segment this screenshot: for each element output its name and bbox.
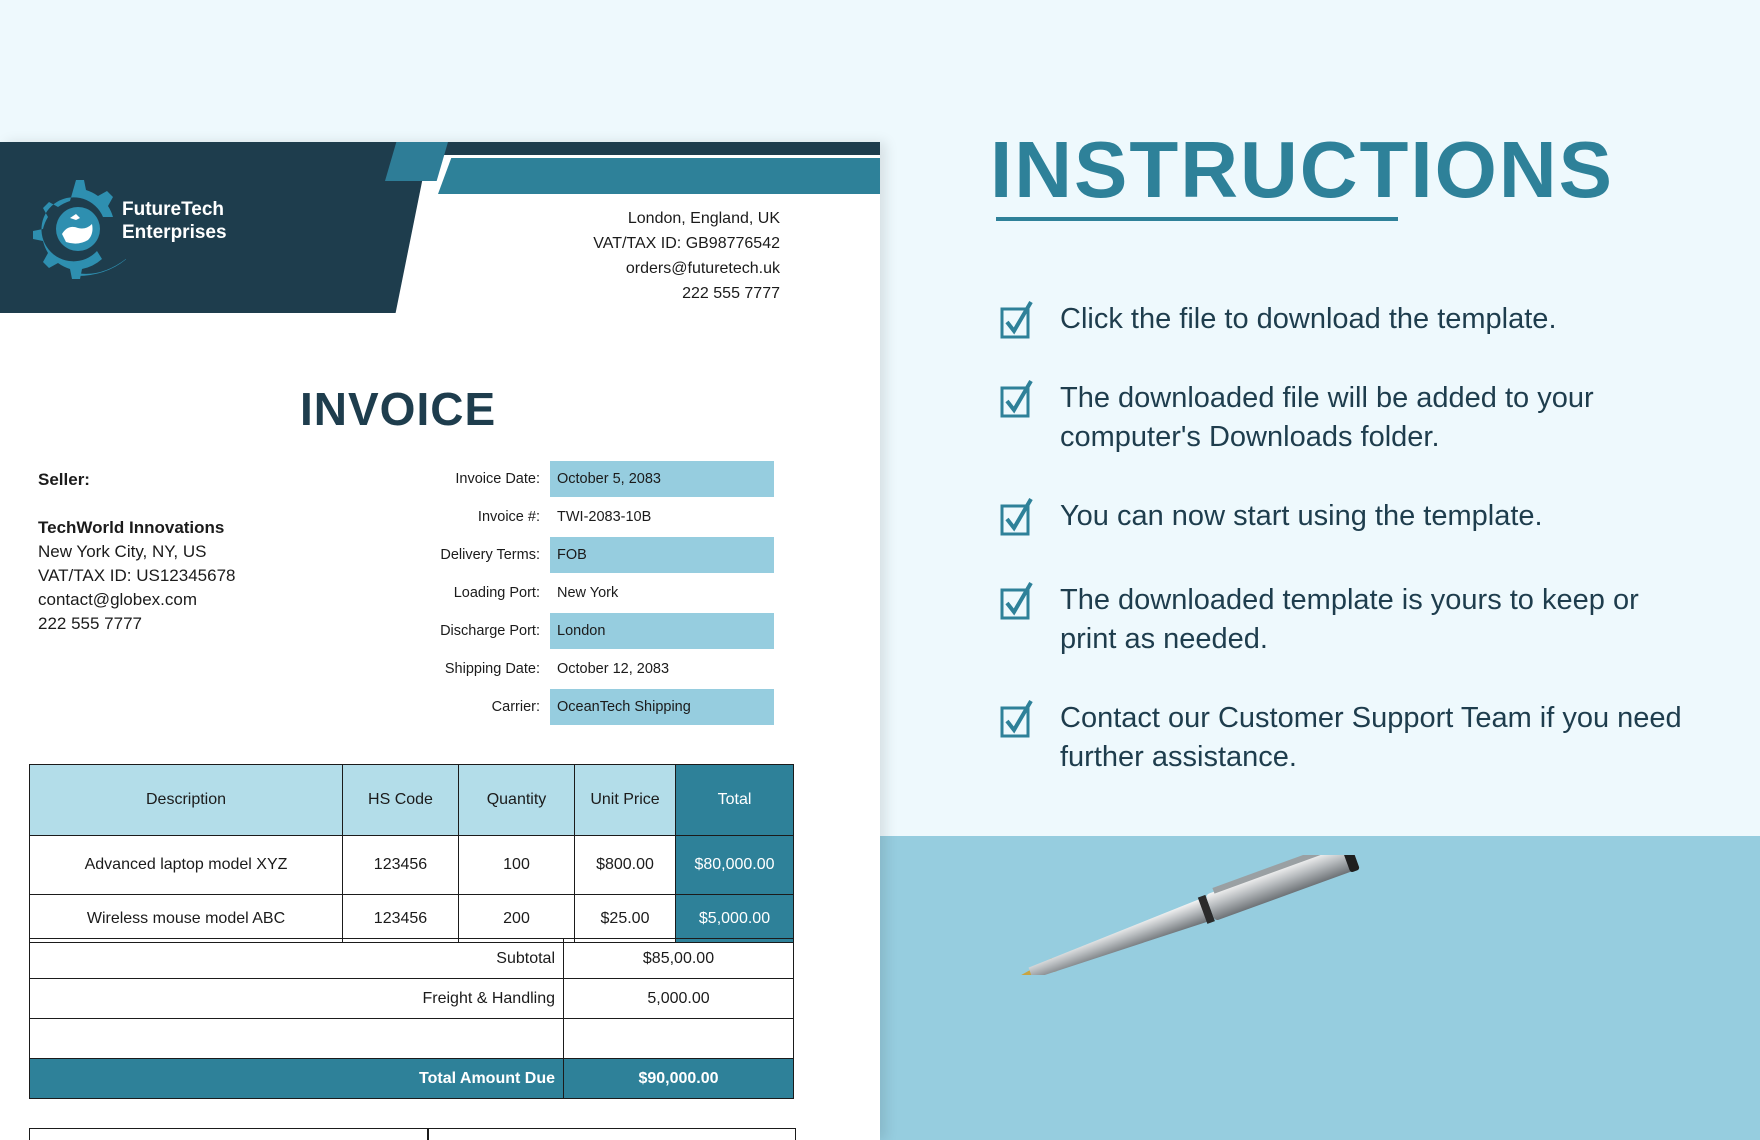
meta-row-invoice-number [390, 498, 785, 536]
signature-table [29, 1128, 796, 1140]
instruction-step [1000, 581, 1700, 659]
cell-total[interactable]: $80,000.00 [676, 836, 794, 895]
summary-table [29, 938, 794, 1099]
checkbox-checked-icon [1000, 497, 1034, 537]
signature-divider [427, 1129, 429, 1140]
meta-label: Discharge Port: [440, 623, 540, 639]
cell-total[interactable]: $5,000.00 [676, 895, 794, 943]
instruction-step [1000, 497, 1700, 537]
seller-block [38, 468, 235, 636]
meta-label: Shipping Date: [444, 661, 540, 677]
invoice-number-field[interactable]: TWI-2083-10B [557, 509, 652, 525]
instruction-step [1000, 379, 1700, 457]
meta-label: Invoice Date: [455, 471, 540, 487]
meta-label: Carrier: [491, 699, 540, 715]
seller-phone: 222 555 7777 [38, 614, 142, 633]
cell-quantity[interactable]: 200 [459, 895, 575, 943]
header-top-strip [430, 142, 880, 155]
freight-value[interactable]: 5,000.00 [564, 979, 794, 1019]
gear-globe-logo-icon [26, 172, 126, 287]
instruction-step [1000, 300, 1700, 340]
instruction-text: You can now start using the template. [1060, 500, 1543, 532]
cell-unit-price[interactable]: $800.00 [575, 836, 676, 895]
company-address [593, 206, 780, 306]
meta-row-carrier [390, 688, 785, 726]
ballpoint-pen-image [1005, 855, 1370, 975]
col-hs-code: HS Code [343, 765, 459, 836]
col-quantity: Quantity [459, 765, 575, 836]
invoice-title: INVOICE [300, 383, 497, 435]
subtotal-label: Subtotal [30, 939, 564, 979]
meta-row-discharge-port [390, 612, 785, 650]
checkbox-checked-icon [1000, 300, 1034, 340]
table-row [30, 895, 794, 943]
checkbox-checked-icon [1000, 581, 1034, 621]
carrier-field[interactable]: OceanTech Shipping [550, 689, 774, 725]
col-unit-price: Unit Price [575, 765, 676, 836]
cell-unit-price[interactable]: $25.00 [575, 895, 676, 943]
cell-hs-code[interactable]: 123456 [343, 895, 459, 943]
instruction-text: Click the file to download the template. [1060, 303, 1557, 335]
meta-row-delivery-terms [390, 536, 785, 574]
delivery-terms-field[interactable]: FOB [550, 537, 774, 573]
subtotal-value[interactable]: $85,00.00 [564, 939, 794, 979]
empty-label-cell [30, 1019, 564, 1059]
subtotal-row [30, 939, 794, 979]
table-row [30, 836, 794, 895]
total-due-value[interactable]: $90,000.00 [564, 1059, 794, 1099]
shipping-date-field[interactable]: October 12, 2083 [557, 661, 670, 677]
instruction-step [1000, 699, 1700, 777]
invoice-sheet[interactable] [0, 142, 880, 1140]
instructions-underline [996, 217, 1398, 221]
checkbox-checked-icon [1000, 379, 1034, 419]
meta-label: Invoice #: [477, 509, 540, 525]
meta-label: Loading Port: [453, 585, 540, 601]
company-phone: 222 555 7777 [682, 285, 780, 302]
items-header-row [30, 765, 794, 836]
col-description: Description [30, 765, 343, 836]
discharge-port-field[interactable]: London [550, 613, 774, 649]
meta-label: Delivery Terms: [440, 547, 540, 563]
company-name [122, 198, 227, 244]
empty-row [30, 1019, 794, 1059]
cell-quantity[interactable]: 100 [459, 836, 575, 895]
meta-row-shipping-date [390, 650, 785, 688]
invoice-meta [390, 460, 785, 726]
meta-row-loading-port [390, 574, 785, 612]
instruction-text: The downloaded file will be added to your computer's Downloads folder. [1060, 382, 1594, 453]
items-table [29, 764, 794, 943]
company-name-line2: Enterprises [122, 222, 227, 243]
cell-hs-code[interactable]: 123456 [343, 836, 459, 895]
meta-row-invoice-date [390, 460, 785, 498]
instructions-title: INSTRUCTIONS [990, 125, 1614, 214]
seller-email: contact@globex.com [38, 590, 198, 609]
company-email: orders@futuretech.uk [625, 260, 780, 277]
total-due-label: Total Amount Due [30, 1059, 564, 1099]
total-due-row [30, 1059, 794, 1099]
invoice-date-field[interactable]: October 5, 2083 [550, 461, 774, 497]
seller-vat: VAT/TAX ID: US12345678 [38, 566, 236, 585]
freight-label: Freight & Handling [30, 979, 564, 1019]
instruction-text: The downloaded template is yours to keep or print as needed. [1060, 584, 1639, 655]
seller-name: TechWorld Innovations [38, 518, 225, 537]
checkbox-checked-icon [1000, 699, 1034, 739]
company-name-line1: FutureTech [122, 199, 225, 220]
seller-city: New York City, NY, US [38, 542, 207, 561]
seller-label: Seller: [38, 470, 90, 489]
company-vat: VAT/TAX ID: GB98776542 [593, 235, 780, 252]
cell-description[interactable]: Advanced laptop model XYZ [30, 836, 343, 895]
loading-port-field[interactable]: New York [557, 585, 619, 601]
instruction-text: Contact our Customer Support Team if you need further assistance. [1060, 702, 1682, 773]
empty-value-cell[interactable] [564, 1019, 794, 1059]
col-total: Total [676, 765, 794, 836]
company-city: London, England, UK [627, 210, 780, 227]
freight-row [30, 979, 794, 1019]
cell-description[interactable]: Wireless mouse model ABC [30, 895, 343, 943]
header-accent-band [438, 158, 880, 194]
